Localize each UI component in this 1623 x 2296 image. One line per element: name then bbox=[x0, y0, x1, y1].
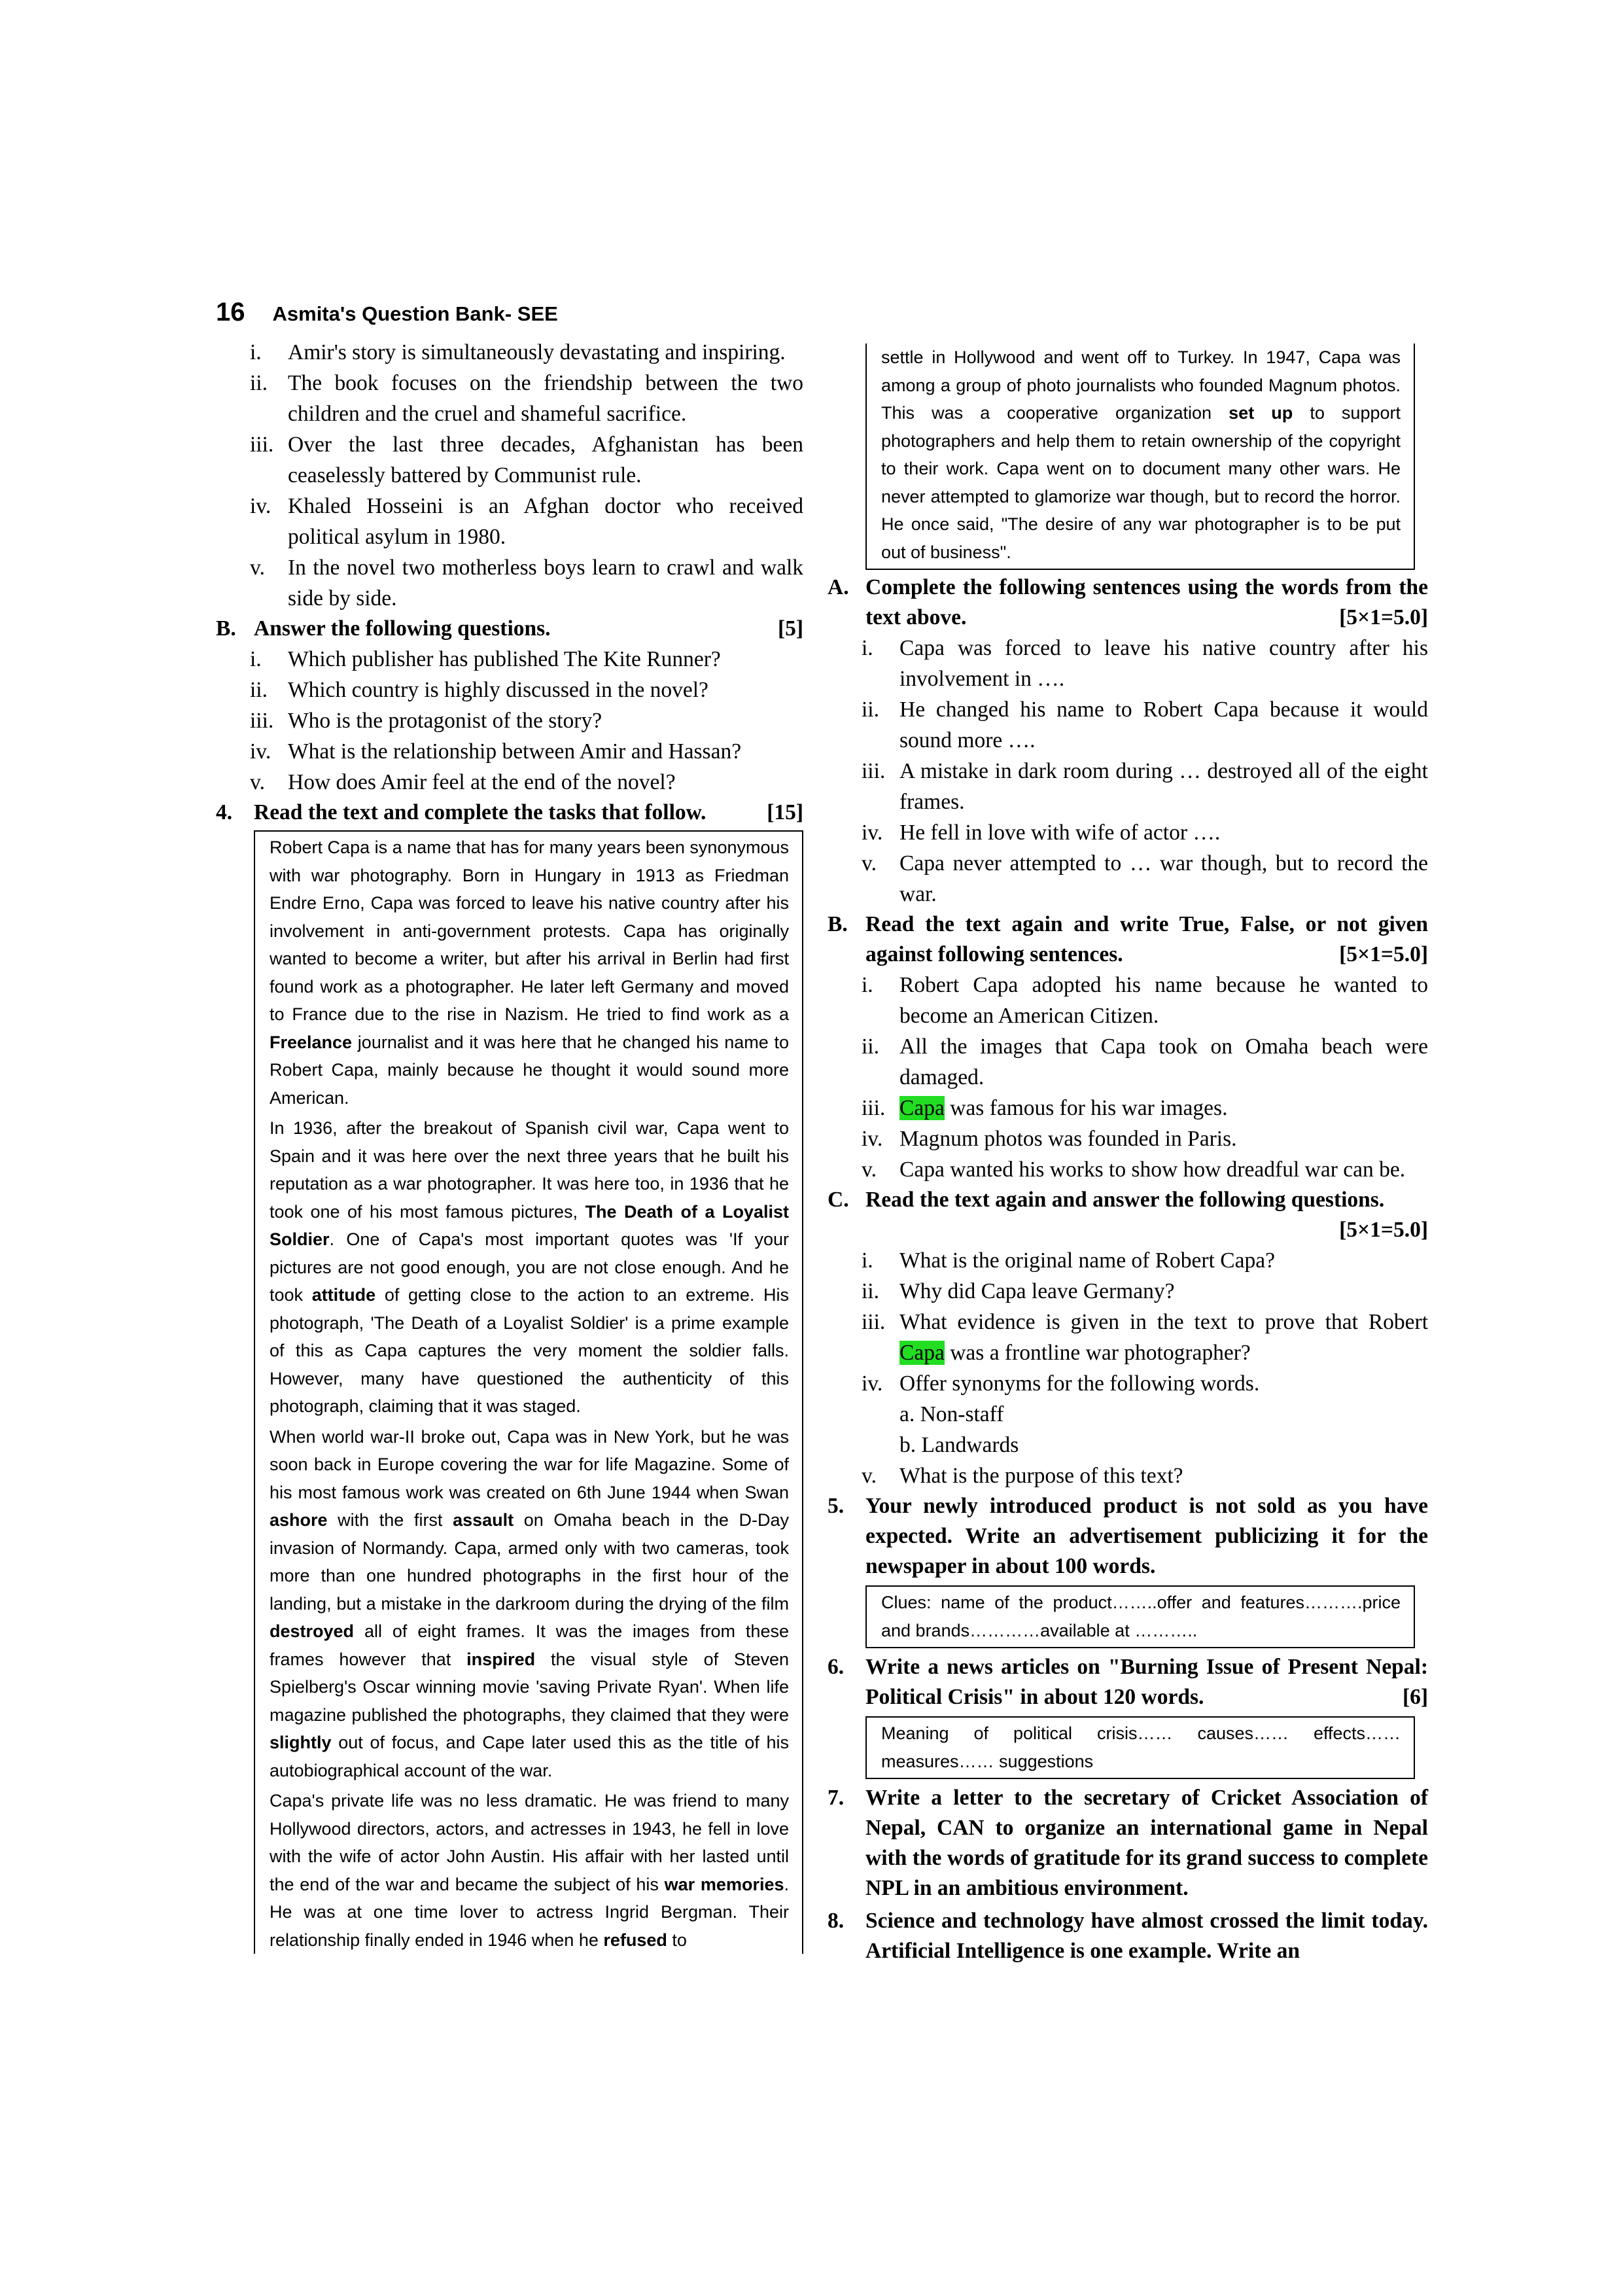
book-title: Asmita's Question Bank- SEE bbox=[272, 302, 558, 325]
section-b-heading: B. Read the text again and write True, False, or not given against following sentences. [5×1=5.0] bbox=[828, 912, 1428, 966]
list-item: iii. What evidence is given in the text to prove that Robert Capa was a frontline war photographer? bbox=[862, 1310, 1428, 1365]
list-item: iv. Magnum photos was founded in Paris. bbox=[862, 1127, 1237, 1151]
list-item: ii. He changed his name to Robert Capa because it would sound more …. bbox=[862, 698, 1428, 752]
section-a-heading: A. Complete the following sentences using the words from the text above. [5×1=5.0] bbox=[828, 575, 1428, 629]
reading-passage bbox=[254, 830, 803, 1954]
list-item: iv. He fell in love with wife of actor …. bbox=[862, 821, 1221, 845]
question-6-clues: Meaning of political crisis…… causes…… effects…… measures…… suggestions bbox=[865, 1716, 1415, 1779]
list-item: v. Capa never attempted to … war though, but to record the war. bbox=[862, 851, 1428, 906]
section-c-heading: C. Read the text again and answer the following questions. [5×1=5.0] bbox=[828, 1188, 1428, 1242]
list-item: iii. A mistake in dark room during … destroyed all of the eight frames. bbox=[862, 759, 1428, 814]
list-item: iii. Who is the protagonist of the story? bbox=[250, 709, 602, 733]
sub-option: a. Non-staff bbox=[899, 1402, 1004, 1426]
page-header bbox=[216, 298, 558, 327]
list-item: ii. Which country is highly discussed in the novel? bbox=[250, 678, 708, 702]
reading-passage-continued bbox=[865, 344, 1415, 570]
list-item: v. How does Amir feel at the end of the novel? bbox=[250, 770, 676, 794]
list-item: ii. The book focuses on the friendship between the two children and the cruel and shameful sacrifice. bbox=[250, 371, 803, 426]
right-column bbox=[828, 337, 1428, 1966]
page-number: 16 bbox=[216, 298, 245, 327]
highlighted-word: Capa bbox=[899, 1096, 945, 1120]
list-item: v. What is the purpose of this text? bbox=[862, 1464, 1183, 1488]
list-item: iv. Khaled Hosseini is an Afghan doctor who received political asylum in 1980. bbox=[250, 494, 803, 549]
section-c-questions bbox=[828, 1245, 1428, 1491]
list-item: i. Robert Capa adopted his name because he wanted to become an American Citizen. bbox=[862, 973, 1428, 1028]
list-item: i. What is the original name of Robert Capa? bbox=[862, 1248, 1275, 1273]
section-b-heading: B. Answer the following questions. [5] bbox=[216, 616, 803, 641]
question-4-heading: 4. Read the text and complete the tasks that follow. [15] bbox=[216, 800, 803, 824]
list-item: ii. Why did Capa leave Germany? bbox=[862, 1279, 1175, 1303]
section-b-questions bbox=[216, 644, 803, 798]
sub-option: b. Landwards bbox=[899, 1433, 1019, 1457]
question-8: 8. Science and technology have almost crossed the limit today. Artificial Intelligence is one example. Write an bbox=[828, 1909, 1428, 1963]
passage-paragraph: Robert Capa is a name that has for many years been synonymous with war photography. Born in Hungary in 1913 as Friedman Endre Erno, Capa was forced to leave his native country after his involvement in anti-government protests. Capa has originally wanted to become a writer, but after his arrival in Berlin had first found work as a photographer. He later left Germany and moved to France due to the rise in Nazism. He tried to find work as a Freelance journalist and it was here that he changed his name to Robert Capa, mainly because he thought it would sound more American. bbox=[270, 838, 789, 1108]
list-item: ii. All the images that Capa took on Omaha beach were damaged. bbox=[862, 1034, 1428, 1089]
list-item: iv. Offer synonyms for the following words. bbox=[862, 1371, 1260, 1396]
passage-paragraph: settle in Hollywood and went off to Turkey. In 1947, Capa was among a group of photo journalists who founded Magnum photos. This was a cooperative organization set up to support photographers and help them to retain ownership of the copyright to their work. Capa went on to document many other wars. He never attempted to glamorize war though, but to record the horror. He once said, "The desire of any war photographer is to be put out of business". bbox=[881, 347, 1401, 562]
passage-paragraph: When world war-II broke out, Capa was in New York, but he was soon back in Europe covering the war for life Magazine. Some of his most famous work was created on 6th June 1944 when Swan ashore with the first assault on Omaha beach in the D-Day invasion of Normandy. Capa, armed only with two cameras, took more than one hundred photographs in the first hour of the landing, but a mistake in the darkroom during the drying of the film destroyed all of eight frames. It was the images from these frames however that inspired the visual style of Steven Spielberg's Oscar winning movie 'saving Private Ryan'. When life magazine published the photographs, they claimed that they were slightly out of focus, and Cape later used this as the title of his autobiographical account of the war. bbox=[270, 1426, 790, 1780]
question-5: 5. Your newly introduced product is not sold as you have expected. Write an advertisement publicizing it for the newspaper in about 100 words. bbox=[828, 1494, 1428, 1578]
list-item: i. Which publisher has published The Kite Runner? bbox=[250, 647, 721, 671]
list-item: i. Capa was forced to leave his native country after his involvement in …. bbox=[862, 636, 1428, 691]
list-item: iv. What is the relationship between Amir and Hassan? bbox=[250, 739, 742, 764]
list-item: i. Amir's story is simultaneously devastating and inspiring. bbox=[250, 340, 786, 364]
section-a-statements bbox=[216, 337, 803, 614]
list-item: iii. Over the last three decades, Afghanistan has been ceaselessly battered by Communist rule. bbox=[250, 433, 803, 487]
question-5-clues: Clues: name of the product……..offer and features……….price and brands…………available at ……….. bbox=[865, 1585, 1415, 1648]
list-item: v. In the novel two motherless boys learn to crawl and walk side by side. bbox=[250, 556, 803, 610]
question-6: 6. Write a news articles on "Burning Issue of Present Nepal: Political Crisis" in about 120 words. [6] bbox=[828, 1655, 1428, 1709]
list-item: iii. Capa was famous for his war images. bbox=[862, 1096, 1228, 1120]
section-a-sentences bbox=[828, 633, 1428, 910]
question-7: 7. Write a letter to the secretary of Cricket Association of Nepal, CAN to organize an international game in Nepal with the words of gratitude for its grand success to complete NPL in an ambitious environment. bbox=[828, 1786, 1428, 1900]
list-item: v. Capa wanted his works to show how dreadful war can be. bbox=[862, 1157, 1406, 1182]
passage-paragraph: Capa's private life was no less dramatic. He was friend to many Hollywood directors, actors, and actresses in 1943, he fell in love with the wife of actor John Austin. His affair with her lasted until the end of the war and became the subject of his war memories. He was at one time lover to actress Ingrid Bergman. Their relationship finally ended in 1946 when he refused to bbox=[270, 1791, 789, 1950]
highlighted-word: Capa bbox=[899, 1341, 945, 1365]
passage-paragraph: In 1936, after the breakout of Spanish civil war, Capa went to Spain and it was here over the next three years that he built his reputation as a war photographer. It was here too, in 1936 that he took one of his most famous pictures, The Death of a Loyalist Soldier. One of Capa's most important quotes was 'If your pictures are not good enough, you are not close enough. And he took attitude of getting close to the action to an extreme. His photograph, 'The Death of a Loyalist Soldier' is a prime example of this as Capa captures the very moment the soldier falls. However, many have questioned the authenticity of this photograph, claiming that it was staged. bbox=[270, 1118, 789, 1416]
section-b-statements bbox=[828, 970, 1428, 1185]
left-column bbox=[216, 337, 803, 1954]
